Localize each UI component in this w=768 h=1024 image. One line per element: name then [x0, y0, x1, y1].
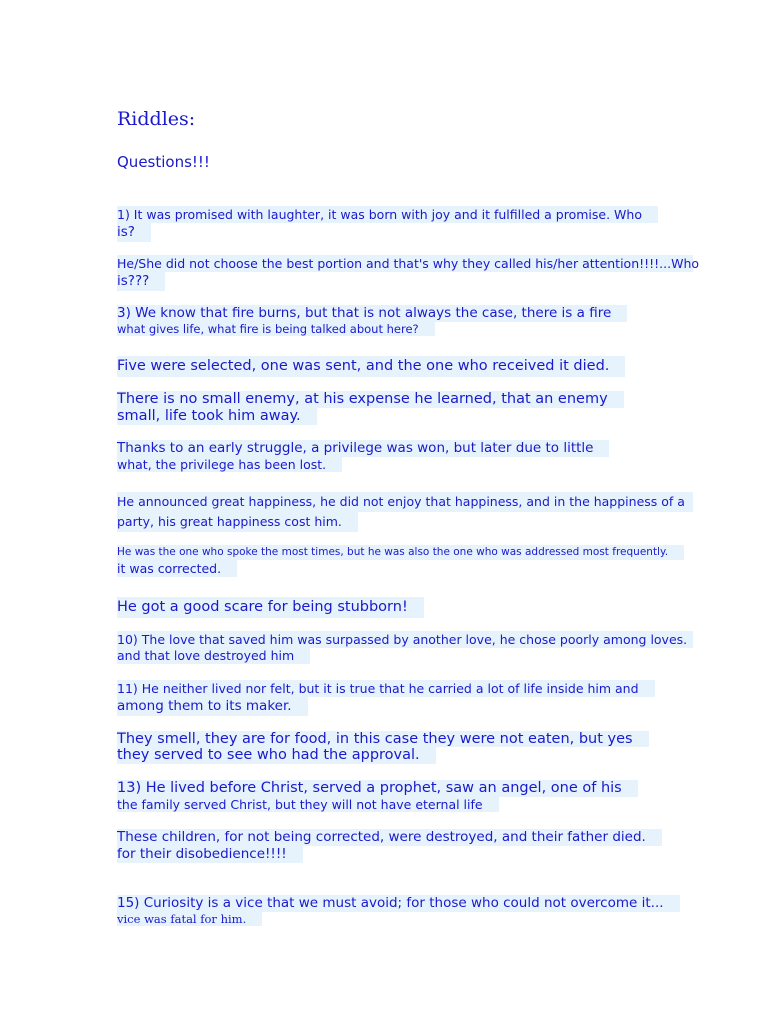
riddle-6	[117, 440, 609, 472]
riddle-line: small, life took him away.	[117, 408, 317, 425]
riddle-line: among them to its maker.	[117, 697, 308, 716]
riddle-line: There is no small enemy, at his expense he learned, that an enemy	[117, 391, 624, 408]
riddle-line: 15) Curiosity is a vice that we must avoid; for those who could not overcome it...	[117, 895, 680, 912]
page-title: Riddles:	[117, 108, 196, 130]
riddle-line: These children, for not being corrected, were destroyed, and their father died.	[117, 829, 662, 846]
riddle-line: 13) He lived before Christ, served a prophet, saw an angel, one of his	[117, 780, 638, 797]
riddle-line: is?	[117, 223, 151, 242]
riddle-3	[117, 305, 627, 336]
riddle-15	[117, 895, 680, 926]
riddle-line: vice was fatal for him.	[117, 912, 262, 926]
riddle-10	[117, 631, 693, 664]
page-subtitle: Questions!!!	[117, 153, 210, 171]
riddle-line: for their disobedience!!!!	[117, 846, 303, 863]
riddle-line: it was corrected.	[117, 560, 237, 577]
riddle-9	[117, 597, 424, 618]
riddle-line: what, the privilege has been lost.	[117, 457, 342, 472]
riddle-7	[117, 492, 693, 532]
riddle-line: is???	[117, 272, 165, 291]
riddle-line: 1) It was promised with laughter, it was born with joy and it fulfilled a promise. Who	[117, 206, 658, 223]
riddle-14	[117, 829, 662, 863]
riddle-line: Thanks to an early struggle, a privilege was won, but later due to little	[117, 440, 609, 457]
riddle-line: He got a good scare for being stubborn!	[117, 597, 424, 618]
riddle-5	[117, 391, 624, 425]
riddle-line: the family served Christ, but they will not have eternal life	[117, 797, 499, 812]
riddle-line: He announced great happiness, he did not enjoy that happiness, and in the happiness of a	[117, 492, 693, 512]
riddle-line: They smell, they are for food, in this case they were not eaten, but yes	[117, 731, 649, 747]
riddle-line: Five were selected, one was sent, and the one who received it died.	[117, 356, 625, 377]
riddle-line: He was the one who spoke the most times, but he was also the one who was addressed most frequently.	[117, 545, 684, 560]
riddle-line: and that love destroyed him	[117, 648, 310, 664]
riddle-12	[117, 731, 649, 764]
riddle-4	[117, 356, 625, 377]
riddle-line: He/She did not choose the best portion and that's why they called his/her attention!!!!...Who	[117, 256, 700, 271]
riddle-11	[117, 680, 655, 716]
riddle-8	[117, 545, 684, 577]
riddle-line: party, his great happiness cost him.	[117, 512, 358, 532]
riddle-line: they served to see who had the approval.	[117, 747, 436, 764]
riddle-13	[117, 780, 638, 812]
riddle-line: 10) The love that saved him was surpassed by another love, he chose poorly among loves.	[117, 631, 693, 648]
riddle-line: 3) We know that fire burns, but that is not always the case, there is a fire	[117, 305, 627, 322]
riddle-line: 11) He neither lived nor felt, but it is true that he carried a lot of life inside him and	[117, 680, 655, 697]
riddle-1	[117, 206, 658, 242]
riddle-2	[117, 255, 700, 291]
riddle-line: what gives life, what fire is being talked about here?	[117, 322, 435, 336]
